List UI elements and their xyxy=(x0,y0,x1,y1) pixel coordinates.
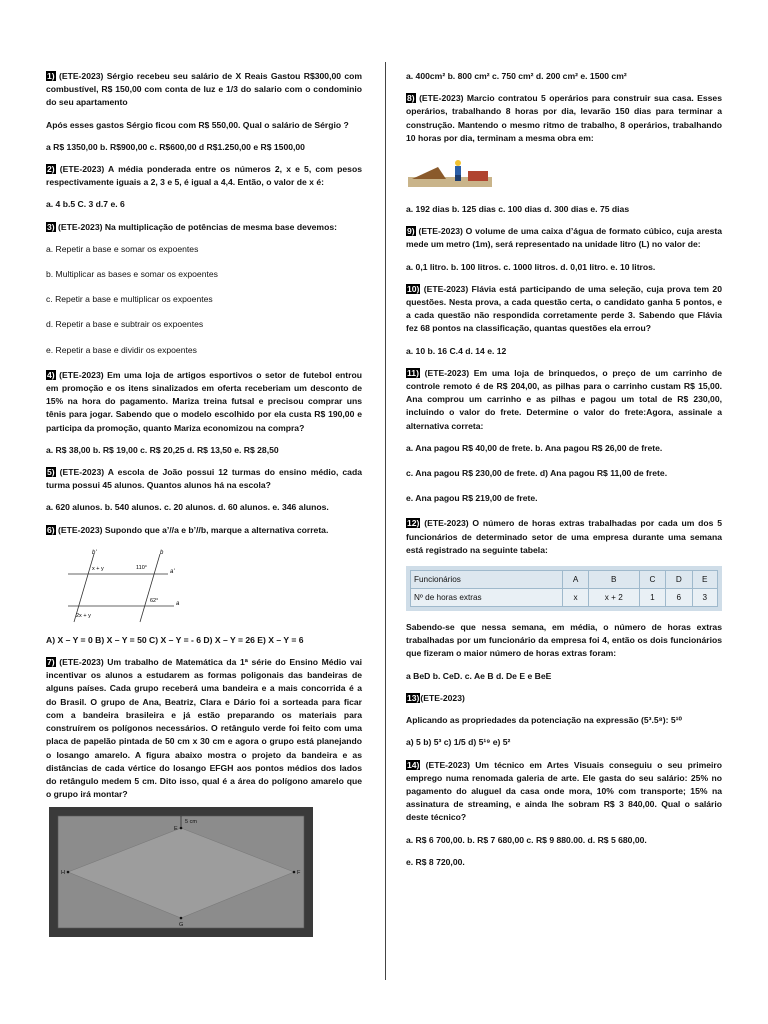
distance-label: 5 cm xyxy=(185,819,197,826)
table-cell: D xyxy=(666,571,692,589)
vertex-g xyxy=(180,917,183,920)
question-14-options: a. R$ 6 700,00. b. R$ 7 680,00 c. R$ 9 880.00. d. R$ 5 680,00. xyxy=(406,834,647,845)
question-text: (ETE-2023) Em uma loja de brinquedos, o preço de um carrinho de controle remoto é de R$ 204,00, as pilhas para o carrinho custam R$ 15,00. Ana comprou um carrinho e as pilhas e pagou um total de R$ 230,00, incluindo o valor do frete. Determine o valor do frete:Agora, assinale a alternativa correta: xyxy=(406,367,722,431)
question-14 xyxy=(406,759,722,825)
right-column xyxy=(406,70,722,878)
label-b-prime: b' xyxy=(92,549,97,556)
table-cell: 1 xyxy=(639,589,665,607)
table-cell: A xyxy=(563,571,588,589)
label-a-prime: a' xyxy=(170,568,175,575)
question-number: 8) xyxy=(407,93,415,104)
question-2-options: a. 4 b.5 C. 3 d.7 e. 6 xyxy=(46,199,125,210)
question-6-options: A) X – Y = 0 B) X – Y = 50 C) X – Y = - 6 D) X – Y = 26 E) X – Y = 6 xyxy=(46,634,304,645)
vertex-f xyxy=(293,871,296,874)
table-cell: C xyxy=(639,571,665,589)
table-row xyxy=(411,589,718,607)
question-7 xyxy=(46,656,362,801)
question-13-prompt: Aplicando as propriedades da potenciação na expressão (5³.5⁸): 5¹⁰ xyxy=(406,715,682,726)
question-4 xyxy=(46,369,362,435)
label-e: E xyxy=(174,826,178,833)
question-12-followup: Sabendo-se que nessa semana, em média, o número de horas extras trabalhadas por um funcionário da empresa foi 4, então os dois funcionários que fizeram o maior número de horas extras foram: xyxy=(406,622,722,659)
line-b-prime xyxy=(74,554,94,622)
question-3-option-d: d. Repetir a base e subtrair os expoentes xyxy=(46,319,204,330)
question-3 xyxy=(46,221,362,234)
question-11-option-e: e. Ana pagou R$ 219,00 de frete. xyxy=(406,493,538,504)
worker-body xyxy=(455,166,461,175)
question-number: 6) xyxy=(47,524,55,535)
bricks xyxy=(468,171,488,181)
question-number: 10) xyxy=(407,283,420,294)
question-text: (ETE-2023) Na multiplicação de potências de mesma base devemos: xyxy=(55,221,337,232)
label-2x-plus-y: 2x + y xyxy=(76,612,91,619)
question-8 xyxy=(406,92,722,145)
question-number: 9) xyxy=(407,226,415,237)
table-cell: Funcionários xyxy=(411,571,563,589)
question-text: (ETE-2023) Um técnico em Artes Visuais conseguiu o seu primeiro emprego numa renomada galeria de arte. Ele gasta do seu salário: 25% no pagamento do aluguel da casa onde mora, 10% com transporte; 15% na assinatura de streaming, e ainda lhe sobram R$ 3 840,00. Qual o salário deste técnico? xyxy=(406,759,722,823)
parallel-lines-diagram xyxy=(64,546,184,626)
question-number: 5) xyxy=(47,467,55,478)
hard-hat xyxy=(455,160,461,166)
question-number: 2) xyxy=(47,164,55,175)
table-header-row xyxy=(411,571,718,589)
question-number: 12) xyxy=(407,518,420,529)
overtime-table xyxy=(410,570,718,607)
question-number: 13) xyxy=(407,692,420,703)
question-11-options-ab: a. Ana pagou R$ 40,00 de frete. b. Ana pagou R$ 26,00 de frete. xyxy=(406,442,663,453)
question-number: 14) xyxy=(407,759,420,770)
flag-figure xyxy=(48,806,314,938)
left-column xyxy=(46,70,362,946)
question-1 xyxy=(46,70,362,110)
question-text: (ETE-2023) Marcio contratou 5 operários para construir sua casa. Esses operários, trabalhando 8 horas por dia, levarão 150 dias para terminar a construção. Mantendo o mesmo ritmo de trabalho, 8 operários, trabalhando 10 horas por dia, terminam a mesma obra em: xyxy=(406,93,722,143)
table-cell: x + 2 xyxy=(588,589,639,607)
question-9 xyxy=(406,225,722,251)
worker-legs xyxy=(455,175,461,181)
question-number: 3) xyxy=(47,221,55,232)
question-text: (ETE-2023) Sérgio recebeu seu salário de X Reais Gastou R$300,00 com combustível, R$ 150,00 com conta de luz e 1/3 do salario com o condominio do seu apartamento xyxy=(46,71,362,108)
roof-beams xyxy=(412,167,446,179)
question-text: (ETE-2023) Supondo que a’//a e b’//b, marque a alternativa correta. xyxy=(55,524,329,535)
question-9-options: a. 0,1 litro. b. 100 litros. c. 1000 litros. d. 0,01 litro. e. 10 litros. xyxy=(406,261,656,272)
table-cell: E xyxy=(692,571,717,589)
question-1-options: a R$ 1350,00 b. R$900,00 c. R$600,00 d R$1.250,00 e R$ 1500,00 xyxy=(46,141,305,152)
question-1-prompt: Após esses gastos Sérgio ficou com R$ 550,00. Qual o salário de Sérgio ? xyxy=(46,119,349,130)
overtime-table-wrapper xyxy=(406,566,722,611)
question-13 xyxy=(406,692,722,705)
question-5-options: a. 620 alunos. b. 540 alunos. c. 20 alunos. d. 60 alunos. e. 346 alunos. xyxy=(46,502,329,513)
question-text: (ETE-2023) Um trabalho de Matemática da 1ª série do Ensino Médio vai incentivar os alunos a estudarem as formas poligonais das bandeiras de alguns países. Cada grupo receberá uma bandeira e a mais concorrida é a do Brasil. O grupo de Ana, Beatriz, Clara e Dário foi a sorteada para ficar com a bandeira brasileira e já estão preparando os materiais para construírem os polígonos necessários. O retângulo verde foi feito com uma placa de papelão pintada de 50 cm x 30 cm e agora o grupo está planejando o losango amarelo. A figura abaixo mostra o projeto da bandeira e as distâncias de cada vértice do losango EFGH aos pontos médios dos lados do retângulo medem 5 cm. Dito isso, qual é a área do polígono amarelo que o grupo irá montar? xyxy=(46,657,362,800)
table-cell: x xyxy=(563,589,588,607)
question-text: (ETE-2023) O volume de uma caixa d’água de formato cúbico, cuja aresta mede um metro (1m), será representado na unidade litro (L) no valor de: xyxy=(406,226,722,250)
table-cell: B xyxy=(588,571,639,589)
label-110: 110° xyxy=(136,564,147,571)
question-text: (ETE-2023) O número de horas extras trabalhadas por cada um dos 5 funcionários de determinado setor de uma empresa durante uma semana está registrado na seguinte tabela: xyxy=(406,518,722,555)
vertex-h xyxy=(67,871,70,874)
question-6 xyxy=(46,524,362,537)
question-text: (ETE-2023) Flávia está participando de uma seleção, cuja prova tem 20 questões. Nesta prova, a cada questão certa, o candidato ganha 5 pontos, e a cada questão não respondida corretamente perde 3. Sabendo que Flávia fez 68 pontos na classificação, quantas questões ela errou? xyxy=(406,283,722,334)
column-divider xyxy=(385,62,386,980)
flag-diagram xyxy=(48,806,314,938)
question-14-option-e: e. R$ 8 720,00. xyxy=(406,856,465,867)
question-13-options: a) 5 b) 5³ c) 1/5 d) 5¹⁹ e) 5² xyxy=(406,737,511,748)
construction-worker-icon xyxy=(408,157,492,187)
question-10 xyxy=(406,283,722,336)
question-3-option-c: c. Repetir a base e multiplicar os expoentes xyxy=(46,294,213,305)
question-number: 11) xyxy=(407,367,419,378)
question-3-option-e: e. Repetir a base e dividir os expoentes xyxy=(46,344,197,355)
question-text: (ETE-2023) xyxy=(420,692,465,703)
question-4-options: a. R$ 38,00 b. R$ 19,00 c. R$ 20,25 d. R$ 13,50 e. R$ 28,50 xyxy=(46,444,279,455)
question-text: (ETE-2023) A escola de João possui 12 turmas do ensino médio, cada turma possui 45 alunos. Quantos alunos há na escola? xyxy=(46,467,362,491)
label-b: b xyxy=(160,549,164,556)
question-text: (ETE-2023) A média ponderada entre os números 2, x e 5, com pesos respectivamente iguais a 2, 3 e 5, é igual a 4,4. Então, o valor de x é: xyxy=(46,164,362,188)
question-10-options: a. 10 b. 16 C.4 d. 14 e. 12 xyxy=(406,345,507,356)
question-12 xyxy=(406,517,722,557)
question-number: 1) xyxy=(47,71,55,81)
label-f: F xyxy=(297,870,301,877)
question-12-options: a BeD b. CeD. c. Ae B d. De E e BeE xyxy=(406,670,552,681)
label-a: a xyxy=(176,600,180,607)
table-cell: 6 xyxy=(666,589,692,607)
table-cell: 3 xyxy=(692,589,717,607)
question-number: 7) xyxy=(47,657,55,668)
question-text: (ETE-2023) Em uma loja de artigos esportivos o setor de futebol entrou em promoção e os itens sinalizados em oferta receberiam um desconto de 15% na hora do pagamento. Mariza treina futsal e precisou comprar uns tênis para jogar. Sabendo que o modelo escolhido por ela custa R$ 190,00 e participa da promoção, quanto Mariza economizou na compra? xyxy=(46,369,362,433)
label-h: H xyxy=(61,870,65,877)
question-2 xyxy=(46,163,362,189)
question-7-options: a. 400cm² b. 800 cm² c. 750 cm² d. 200 cm² e. 1500 cm² xyxy=(406,71,627,81)
parallel-lines-figure xyxy=(64,546,184,626)
question-11 xyxy=(406,367,722,433)
vertex-e xyxy=(180,827,183,830)
question-3-option-a: a. Repetir a base e somar os expoentes xyxy=(46,243,199,254)
question-11-options-cd: c. Ana pagou R$ 230,00 de frete. d) Ana pagou R$ 11,00 de frete. xyxy=(406,468,668,479)
question-number: 4) xyxy=(47,369,55,380)
label-g: G xyxy=(179,922,184,929)
question-5 xyxy=(46,466,362,492)
worker-illustration xyxy=(408,157,492,187)
label-62: 62° xyxy=(150,597,159,604)
label-x-plus-y: x + y xyxy=(92,565,104,572)
table-cell: Nº de horas extras xyxy=(411,589,563,607)
question-8-options: a. 192 dias b. 125 dias c. 100 dias d. 300 dias e. 75 dias xyxy=(406,204,630,215)
question-3-option-b: b. Multiplicar as bases e somar os expoentes xyxy=(46,269,218,280)
